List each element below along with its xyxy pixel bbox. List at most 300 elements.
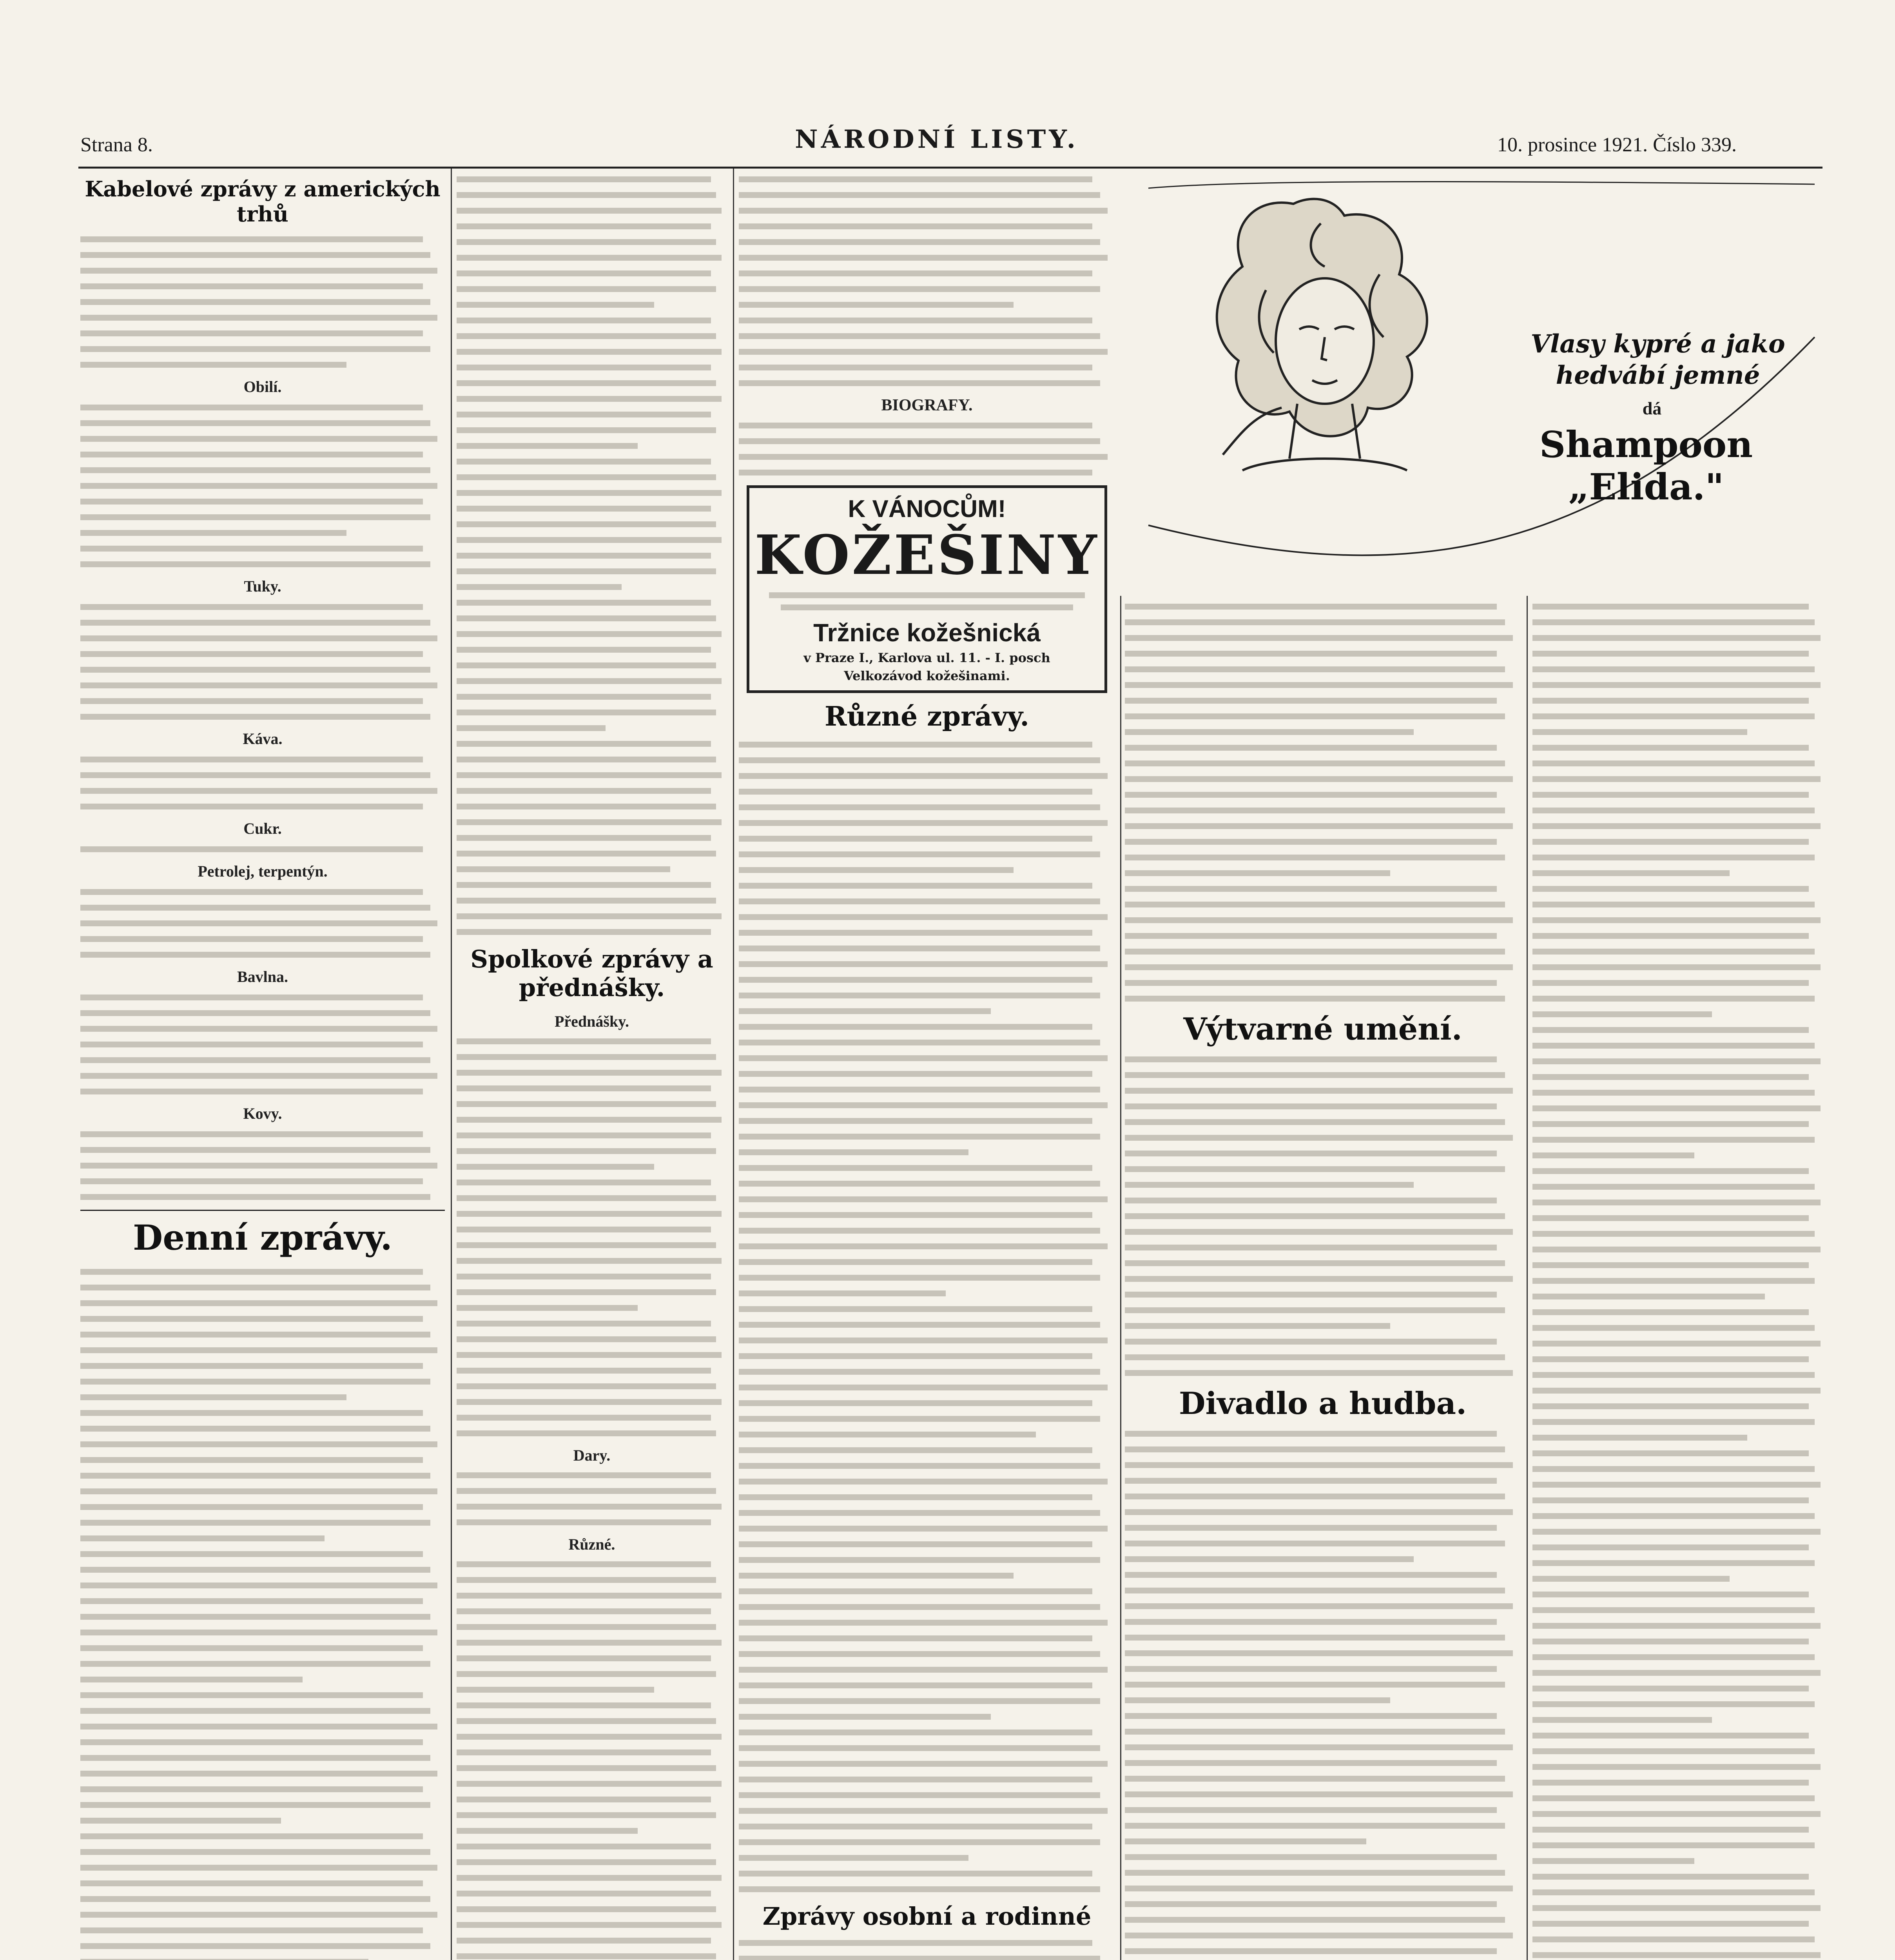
text-block — [457, 176, 727, 935]
text-line — [1125, 1588, 1505, 1593]
text-line — [739, 1573, 1014, 1579]
text-line — [1532, 1231, 1815, 1237]
text-line — [457, 1085, 711, 1091]
text-line — [80, 1567, 430, 1573]
text-line — [457, 1828, 638, 1834]
text-line — [80, 1551, 423, 1557]
text-line — [1532, 1278, 1815, 1284]
text-line — [1532, 1011, 1712, 1017]
text-line — [80, 315, 437, 321]
text-line — [457, 1504, 722, 1510]
text-line — [1532, 1497, 1809, 1503]
text-line — [1125, 1760, 1497, 1766]
text-line — [739, 302, 1014, 308]
text-line — [1125, 1056, 1497, 1062]
text-line — [80, 1661, 430, 1667]
elida-headline-1: Vlasy kypré a jako — [1531, 329, 1785, 359]
text-line — [80, 1708, 430, 1714]
text-line — [1532, 1466, 1815, 1472]
text-line — [739, 1134, 1100, 1140]
text-block — [739, 1940, 1115, 1960]
text-line — [457, 1352, 722, 1358]
text-line — [739, 1682, 1092, 1688]
text-line — [457, 192, 716, 198]
text-line — [80, 620, 430, 626]
text-line — [739, 1792, 1100, 1798]
text-line — [80, 1896, 430, 1902]
column-5 — [1532, 604, 1826, 1960]
elida-connector: dá — [1642, 398, 1662, 418]
text-line — [1532, 1607, 1815, 1613]
text-line — [739, 454, 1108, 460]
text-line — [80, 905, 430, 911]
text-line — [739, 1071, 1092, 1077]
text-line — [739, 961, 1108, 967]
text-line — [1125, 1650, 1513, 1656]
text-line — [80, 667, 430, 673]
text-line — [80, 1379, 430, 1385]
subhead-tuky: Tuky. — [244, 577, 281, 595]
text-line — [457, 1101, 716, 1107]
text-line — [80, 1818, 281, 1824]
text-line — [1532, 1842, 1815, 1848]
text-line — [739, 742, 1092, 748]
text-line — [80, 1802, 430, 1808]
text-line — [457, 255, 722, 261]
text-line — [1125, 1213, 1505, 1219]
text-line — [1125, 1245, 1497, 1250]
text-line — [457, 1383, 716, 1389]
text-line — [1125, 1354, 1505, 1360]
text-line — [457, 882, 711, 888]
section-ruzne-zpravy: Různé zprávy. — [825, 701, 1029, 732]
text-line — [1125, 1509, 1513, 1515]
text-line — [1125, 698, 1497, 704]
text-line — [457, 678, 722, 684]
text-line — [739, 1165, 1092, 1171]
text-line — [80, 1583, 437, 1588]
text-line — [1125, 776, 1513, 782]
text-line — [1532, 1764, 1821, 1770]
text-line — [739, 438, 1100, 444]
text-line — [739, 1102, 1108, 1108]
text-block — [80, 846, 445, 852]
text-line — [739, 270, 1092, 276]
text-line — [457, 1336, 716, 1342]
text-line — [457, 1054, 716, 1060]
text-line — [80, 1943, 430, 1949]
text-line — [80, 1912, 437, 1918]
subhead-dary: Dary. — [573, 1446, 611, 1464]
text-line — [457, 1289, 716, 1295]
text-line — [457, 1938, 711, 1944]
text-line — [1532, 1262, 1809, 1268]
text-line — [1532, 713, 1815, 719]
text-line — [80, 1363, 423, 1369]
text-line — [1125, 870, 1390, 876]
text-line — [80, 1194, 430, 1200]
text-line — [1125, 964, 1513, 970]
text-line — [457, 1797, 711, 1802]
text-line — [1125, 1339, 1497, 1345]
text-line — [739, 1243, 1108, 1249]
text-line — [1125, 713, 1505, 719]
text-line — [1125, 933, 1497, 939]
text-line — [1532, 651, 1809, 657]
text-line — [739, 318, 1092, 323]
text-line — [80, 268, 437, 274]
text-line — [1532, 1152, 1694, 1158]
text-line — [739, 1714, 991, 1720]
text-line — [457, 1180, 711, 1185]
text-line — [1532, 1889, 1815, 1895]
text-line — [1125, 808, 1505, 813]
text-line — [457, 757, 716, 762]
text-line — [1125, 1370, 1513, 1376]
text-line — [1532, 1388, 1821, 1394]
text-line — [739, 1338, 1108, 1343]
text-line — [739, 898, 1100, 904]
text-line — [739, 208, 1108, 214]
text-line — [80, 936, 423, 942]
text-line — [457, 459, 711, 465]
text-line — [739, 380, 1100, 386]
text-line — [1532, 1137, 1815, 1143]
text-line — [1125, 1135, 1513, 1141]
text-line — [80, 499, 423, 505]
text-line — [1532, 1482, 1821, 1488]
text-line — [1532, 1058, 1821, 1064]
column-divider — [451, 169, 452, 1960]
text-line — [1125, 1307, 1505, 1313]
text-line — [739, 1024, 1092, 1030]
text-line — [457, 176, 711, 182]
text-line — [80, 604, 423, 610]
text-line — [1125, 1823, 1505, 1829]
text-line — [457, 1430, 716, 1436]
text-line — [1125, 949, 1505, 955]
text-line — [1125, 1462, 1513, 1468]
ad-kozesiny-line1: K VÁNOCŮM! — [848, 495, 1006, 523]
text-line — [80, 772, 430, 778]
text-line — [457, 1164, 654, 1170]
text-line — [739, 946, 1100, 951]
text-line — [739, 851, 1100, 857]
text-line — [1532, 1701, 1815, 1707]
text-line — [80, 405, 423, 410]
text-line — [739, 1447, 1092, 1453]
text-line — [80, 846, 423, 852]
text-line — [1125, 1446, 1505, 1452]
text-line — [1532, 745, 1809, 751]
text-line — [457, 741, 711, 747]
text-line — [739, 1087, 1100, 1093]
text-line — [80, 1285, 430, 1290]
date-issue: 10. prosince 1921. Číslo 339. — [1497, 134, 1737, 156]
text-line — [457, 223, 711, 229]
text-line — [457, 1891, 711, 1896]
text-line — [457, 365, 711, 370]
text-line — [1125, 666, 1505, 672]
text-line — [457, 1488, 716, 1494]
text-line — [1125, 1556, 1414, 1562]
text-line — [739, 239, 1100, 245]
text-line — [80, 452, 423, 457]
text-line — [457, 1368, 711, 1374]
text-block — [80, 995, 445, 1094]
text-line — [457, 804, 716, 809]
text-line — [1532, 1905, 1821, 1911]
text-line — [80, 952, 430, 958]
text-line — [739, 1432, 1036, 1437]
text-block — [1532, 604, 1826, 1960]
column-divider — [733, 169, 734, 1960]
text-line — [1532, 1733, 1809, 1739]
text-line — [1125, 1103, 1497, 1109]
text-line — [1532, 933, 1809, 939]
text-line — [1125, 1854, 1497, 1860]
text-line — [1125, 1292, 1497, 1298]
text-line — [739, 773, 1108, 779]
text-line — [739, 1824, 1092, 1829]
text-line — [457, 1399, 722, 1405]
text-line — [457, 1038, 711, 1044]
text-line — [739, 1416, 1100, 1422]
text-line — [80, 757, 423, 762]
text-line — [739, 1620, 1108, 1626]
text-line — [457, 1734, 722, 1740]
text-line — [80, 330, 423, 336]
text-line — [739, 1526, 1108, 1532]
text-line — [457, 1577, 716, 1583]
text-line — [1532, 808, 1815, 813]
text-line — [457, 1718, 716, 1724]
text-line — [1532, 996, 1815, 1002]
text-line — [80, 1865, 437, 1871]
subhead-cukr: Cukr. — [243, 820, 282, 837]
text-line — [739, 1667, 1108, 1673]
text-line — [739, 1494, 1092, 1500]
text-line — [739, 1886, 1100, 1892]
text-line — [1125, 1901, 1497, 1907]
text-line — [1532, 1686, 1809, 1691]
text-line — [739, 255, 1108, 261]
text-line — [1532, 1780, 1809, 1786]
text-line — [80, 1073, 437, 1079]
text-line — [457, 615, 716, 621]
text-line — [80, 1849, 430, 1855]
text-line — [1125, 760, 1505, 766]
text-line — [1125, 1323, 1390, 1329]
text-line — [80, 635, 437, 641]
text-block — [80, 1131, 445, 1200]
text-line — [1125, 1431, 1497, 1437]
text-line — [739, 867, 1014, 873]
column-divider — [1527, 596, 1528, 1960]
text-line — [1532, 1090, 1815, 1096]
text-line — [80, 1441, 437, 1447]
header-rule — [78, 167, 1822, 169]
text-line — [1125, 1870, 1505, 1876]
text-line — [80, 788, 437, 794]
text-line — [1532, 1341, 1821, 1347]
text-line — [457, 1274, 711, 1279]
text-line — [457, 1608, 711, 1614]
text-line — [457, 584, 622, 590]
text-line — [739, 1698, 1100, 1704]
text-line — [739, 804, 1100, 810]
text-block — [457, 1561, 727, 1960]
text-line — [80, 1131, 423, 1137]
text-line — [80, 1833, 423, 1839]
text-line — [1125, 1635, 1505, 1641]
text-line — [739, 470, 1092, 475]
text-line — [1532, 1874, 1809, 1880]
text-line — [457, 1922, 722, 1928]
text-line — [80, 651, 423, 657]
text-line — [1125, 1682, 1505, 1688]
column-2 — [457, 176, 727, 1960]
text-line — [457, 600, 711, 606]
text-line — [1125, 1933, 1513, 1938]
text-line — [457, 1702, 711, 1708]
text-line — [457, 710, 716, 715]
text-line — [1532, 635, 1821, 641]
text-line — [739, 1306, 1092, 1312]
text-line — [80, 995, 423, 1000]
text-line — [1532, 823, 1821, 829]
text-line — [80, 1300, 437, 1306]
text-line — [457, 1765, 716, 1771]
section-denni-zpravy: Denní zprávy. — [132, 1217, 393, 1258]
text-block — [739, 423, 1115, 475]
text-block — [80, 405, 445, 567]
text-line — [80, 1457, 423, 1463]
text-line — [1532, 1215, 1809, 1221]
text-line — [1532, 1654, 1815, 1660]
text-line — [457, 1781, 722, 1787]
text-line — [457, 396, 722, 402]
text-line — [739, 977, 1092, 983]
text-line — [457, 270, 711, 276]
text-line — [1125, 619, 1505, 625]
text-line — [80, 467, 430, 473]
text-line — [457, 553, 711, 559]
text-line — [457, 474, 716, 480]
text-block — [739, 176, 1115, 386]
text-line — [80, 252, 430, 258]
section-divadlo: Divadlo a hudba. — [1179, 1386, 1467, 1421]
ad-elida — [1125, 172, 1826, 592]
text-line — [1125, 1478, 1497, 1484]
text-line — [1532, 792, 1809, 798]
text-line — [1532, 1811, 1821, 1817]
text-line — [1532, 1936, 1815, 1942]
text-line — [457, 1305, 638, 1311]
text-line — [1532, 1043, 1815, 1049]
text-line — [739, 192, 1100, 198]
text-line — [80, 1026, 437, 1032]
text-line — [457, 1211, 722, 1217]
text-line — [457, 537, 722, 543]
text-line — [739, 1557, 1100, 1563]
text-block — [80, 236, 445, 368]
text-line — [457, 490, 722, 496]
text-line — [1532, 1356, 1809, 1362]
text-line — [457, 427, 716, 433]
text-line — [457, 1844, 711, 1849]
text-block — [80, 889, 445, 958]
text-line — [739, 914, 1108, 920]
text-line — [739, 1055, 1108, 1061]
text-block — [80, 757, 445, 809]
text-line — [457, 866, 670, 872]
text-block — [1125, 1056, 1521, 1376]
text-line — [1125, 1541, 1505, 1546]
text-line — [1532, 1639, 1809, 1644]
text-line — [1125, 917, 1513, 923]
masthead-title: NÁRODNÍ LISTY. — [795, 125, 1079, 154]
text-line — [457, 318, 711, 323]
text-line — [457, 1655, 711, 1661]
text-line — [1125, 1198, 1497, 1203]
text-line — [1125, 1072, 1505, 1078]
subhead-petrolej: Petrolej, terpentýn. — [198, 862, 328, 880]
text-line — [80, 561, 430, 567]
column-1 — [80, 176, 445, 1960]
text-block — [80, 1269, 445, 1960]
text-line — [1532, 1027, 1809, 1033]
text-line — [80, 1880, 423, 1886]
page-number: Strana 8. — [80, 134, 153, 156]
subhead-obili: Obilí. — [243, 378, 282, 396]
text-line — [1125, 745, 1497, 751]
text-line — [80, 1739, 423, 1745]
text-line — [1532, 666, 1815, 672]
text-line — [80, 1178, 423, 1184]
text-line — [1125, 729, 1414, 735]
text-line — [739, 820, 1108, 826]
text-line — [80, 920, 437, 926]
text-line — [457, 1195, 716, 1201]
text-line — [80, 1269, 423, 1275]
text-block — [457, 1038, 727, 1436]
text-line — [1125, 902, 1505, 907]
text-line — [80, 1630, 437, 1635]
text-line — [80, 1771, 437, 1777]
text-line — [1532, 619, 1815, 625]
text-line — [1532, 1074, 1809, 1080]
text-line — [739, 223, 1092, 229]
text-line — [457, 286, 716, 292]
text-line — [457, 506, 711, 512]
subhead-biografy: BIOGRAFY. — [881, 396, 973, 414]
text-line — [739, 789, 1092, 795]
text-line — [1532, 1435, 1747, 1441]
subhead-kava: Káva. — [243, 730, 283, 748]
text-line — [457, 208, 722, 214]
text-line — [457, 1227, 711, 1232]
text-line — [457, 1906, 716, 1912]
text-line — [80, 1504, 423, 1510]
text-line — [80, 682, 437, 688]
text-line — [739, 1212, 1092, 1218]
text-line — [1532, 1200, 1821, 1205]
text-line — [1532, 1795, 1815, 1801]
text-line — [80, 1426, 430, 1432]
text-line — [739, 1463, 1100, 1469]
text-line — [1125, 839, 1497, 845]
